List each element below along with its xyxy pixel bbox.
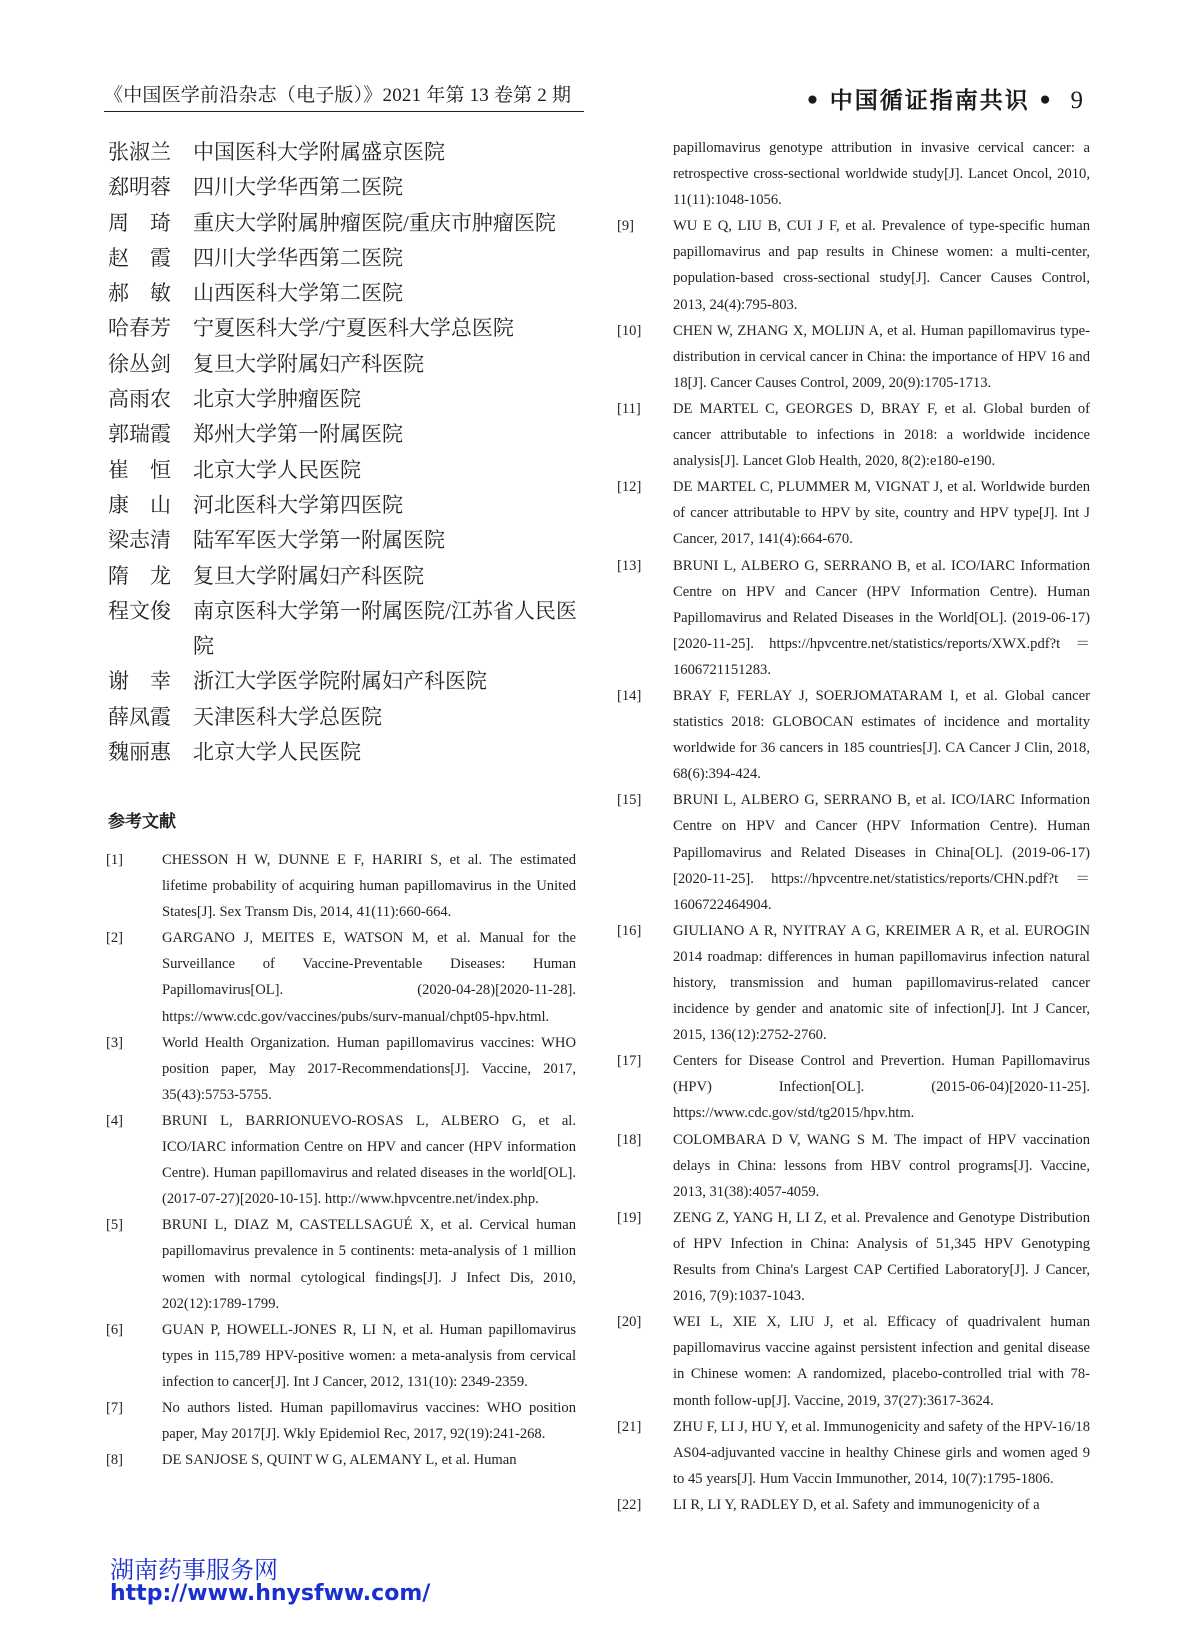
reference-number: [18]: [617, 1131, 642, 1148]
member-row: [108, 594, 578, 665]
reference-number: [20]: [617, 1314, 642, 1331]
journal-header: 《中国医学前沿杂志（电子版）》2021 年第 13 卷第 2 期: [104, 80, 584, 112]
member-name: 周 琦: [108, 210, 171, 235]
reference-text: No authors listed. Human papillomavirus vaccines: WHO position paper, May 2017[J]. Wkly Epidemiol Rec, 2017, 92(19):241-268.: [162, 1399, 576, 1443]
reference-item: [617, 787, 1090, 917]
member-row: [108, 382, 578, 417]
reference-item: [617, 553, 1090, 683]
reference-number: [19]: [617, 1209, 642, 1226]
reference-item: [617, 1492, 1090, 1518]
reference-text: CHEN W, ZHANG X, MOLIJN A, et al. Human papillomavirus type-distribution in cervical cancer in China: the importance of HPV 16 and 18[J]. Cancer Causes Control, 2009, 20(9):1705-1713.: [673, 322, 1090, 391]
reference-text: BRAY F, FERLAY J, SOERJOMATARAM I, et al. Global cancer statistics 2018: GLOBOCAN estimates of incidence and mortality worldwide for 36 cancers in 185 countries[J]. CA Cancer J Clin, 2018, 68(6):394-424.: [673, 687, 1090, 783]
reference-number: [6]: [106, 1321, 124, 1338]
reference-number: [1]: [106, 852, 124, 868]
member-affiliation: 重庆大学附属肿瘤医院/重庆市肿瘤医院: [193, 210, 556, 235]
member-affiliation: 浙江大学医学院附属妇产科医院: [193, 669, 487, 694]
member-name: 郄明蓉: [108, 175, 171, 200]
member-row: [108, 453, 578, 488]
reference-number: [16]: [617, 922, 642, 939]
reference-text: DE MARTEL C, PLUMMER M, VIGNAT J, et al. Worldwide burden of cancer attributable to HPV by site, country and HPV type[J]. Int J Cancer, 2017, 141(4):664-670.: [673, 479, 1090, 548]
member-row: [108, 735, 578, 770]
reference-text: GIULIANO A R, NYITRAY A G, KREIMER A R, et al. EUROGIN 2014 roadmap: differences in human papillomavirus infection natural history, transmission and human papillomavirus-related cancer incidence by gender and anatomic site of infection[J]. Int J Cancer, 2015, 136(12):2752-2760.: [673, 922, 1090, 1044]
member-affiliation: 北京大学人民医院: [193, 457, 361, 482]
committee-members-list: [108, 135, 578, 770]
reference-item: [106, 1108, 576, 1212]
references-left-column: [106, 847, 576, 1473]
reference-item: [106, 1395, 576, 1447]
member-row: [108, 241, 578, 276]
member-name: 梁志清: [108, 528, 171, 553]
member-name: 郭瑞霞: [108, 422, 171, 447]
member-affiliation: 陆军军医大学第一附属医院: [193, 528, 445, 553]
reference-number: [15]: [617, 792, 642, 809]
member-row: [108, 700, 578, 735]
reference-text: GARGANO J, MEITES E, WATSON M, et al. Manual for the Surveillance of Vaccine-Preventable Diseases: Human Papillomavirus[OL]. (2020-04-28)[2020-11-28]. https://www.cdc.gov/vaccines/pubs/surv-manual/chpt05-hpv.html.: [162, 930, 576, 1025]
reference-item: [106, 1447, 576, 1473]
reference-text: ZENG Z, YANG H, LI Z, et al. Prevalence and Genotype Distribution of HPV Infection in China: Analysis of 51,345 HPV Genotyping Results from China's Largest CAP Certified Laboratory[J]. J Cancer, 2016, 7(9):1037-1043.: [673, 1209, 1090, 1305]
member-name: 崔 恒: [108, 457, 171, 482]
reference-number: [4]: [106, 1112, 124, 1129]
reference-number: [5]: [106, 1217, 124, 1234]
member-affiliation: 南京医科大学第一附属医院/江苏省人民医院: [193, 598, 577, 659]
member-row: [108, 488, 578, 523]
reference-item: [617, 318, 1090, 396]
reference-text: CHESSON H W, DUNNE E F, HARIRI S, et al. The estimated lifetime probability of acquiring human papillomavirus in the United States[J]. Sex Transm Dis, 2014, 41(11):660-664.: [162, 852, 576, 921]
member-row: [108, 135, 578, 170]
reference-number: [11]: [617, 400, 641, 417]
member-name: 程文俊: [108, 598, 171, 623]
member-name: 康 山: [108, 492, 171, 517]
member-affiliation: 山西医科大学第二医院: [193, 281, 403, 306]
reference-item: [617, 1048, 1090, 1126]
member-row: [108, 417, 578, 452]
member-affiliation: 四川大学华西第二医院: [193, 175, 403, 200]
reference-number: [7]: [106, 1399, 124, 1416]
member-name: 隋 龙: [108, 563, 171, 588]
member-row: [108, 276, 578, 311]
member-affiliation: 四川大学华西第二医院: [193, 245, 403, 270]
reference-number: [22]: [617, 1496, 642, 1513]
reference-item: [106, 847, 576, 925]
reference-number: [8]: [106, 1452, 124, 1469]
reference-item: [617, 1414, 1090, 1492]
reference-number: [17]: [617, 1053, 642, 1070]
reference-text: DE SANJOSE S, QUINT W G, ALEMANY L, et al. Human: [162, 1452, 517, 1469]
reference-item: [106, 925, 576, 1029]
reference-text: GUAN P, HOWELL-JONES R, LI N, et al. Human papillomavirus types in 115,789 HPV-positive women: a meta-analysis from cervical infection to cancer[J]. Int J Cancer, 2012, 131(10): 2349-2359.: [162, 1321, 576, 1390]
reference-number: [10]: [617, 322, 642, 339]
references-heading: 参考文献: [108, 812, 176, 832]
reference-text: World Health Organization. Human papillomavirus vaccines: WHO position paper, May 2017-Recommendations[J]. Vaccine, 2017, 35(43):5753-5755.: [162, 1034, 576, 1103]
member-name: 徐丛剑: [108, 351, 171, 376]
reference-item: [617, 1309, 1090, 1413]
reference-number: [2]: [106, 930, 124, 947]
reference-text: WU E Q, LIU B, CUI J F, et al. Prevalence of type-specific human papillomavirus and pap results in Chinese women: a multi-center, population-based cross-sectional study[J]. Cancer Causes Control, 2013, 24(4):795-803.: [673, 218, 1090, 313]
member-affiliation: 北京大学肿瘤医院: [193, 387, 361, 412]
reference-number: [3]: [106, 1034, 124, 1051]
section-title: 中国循证指南共识: [829, 88, 1030, 114]
reference-number: [9]: [617, 218, 635, 235]
reference-item: [106, 1317, 576, 1395]
reference-number: [13]: [617, 557, 642, 574]
reference-item: [617, 474, 1090, 552]
reference-number: [12]: [617, 479, 642, 496]
member-name: 薛凤霞: [108, 704, 171, 729]
page-number: 9: [1070, 87, 1085, 114]
reference-text: Centers for Disease Control and Prevertion. Human Papillomavirus (HPV) Infection[OL]. (2015-06-04)[2020-11-25]. https://www.cdc.gov/std/tg2015/hpv.htm.: [673, 1053, 1090, 1122]
reference-item: [617, 918, 1090, 1048]
member-row: [108, 559, 578, 594]
reference-text: BRUNI L, ALBERO G, SERRANO B, et al. ICO/IARC Information Centre on HPV and Cancer (HPV Information Centre). Human Papillomavirus and Related Diseases in the World[OL]. (2019-06-17)[2020-11-25]. https://hpvcentre.net/statistics/reports/XWX.pdf?t ＝ 1606721151283.: [673, 557, 1090, 678]
reference-text: WEI L, XIE X, LIU J, et al. Efficacy of quadrivalent human papillomavirus vaccine against persistent infection and genital disease in Chinese women: A randomized, placebo-controlled trial with 78-month follow-up[J]. Vaccine, 2019, 37(27):3617-3624.: [673, 1314, 1090, 1409]
reference-number: [21]: [617, 1418, 642, 1435]
member-name: 哈春芳: [108, 316, 171, 341]
member-name: 赵 霞: [108, 245, 171, 270]
reference-continuation: papillomavirus genotype attribution in invasive cervical cancer: a retrospective cross-sectional worldwide study[J]. Lancet Oncol, 2010, 11(11):1048-1056.: [673, 140, 1090, 209]
member-row: [108, 311, 578, 346]
section-dot-right: •: [1037, 88, 1055, 114]
reference-text: COLOMBARA D V, WANG S M. The impact of HPV vaccination delays in China: lessons from HBV control programs[J]. Vaccine, 2013, 31(38):4057-4059.: [673, 1131, 1090, 1200]
reference-text: LI R, LI Y, RADLEY D, et al. Safety and immunogenicity of a: [673, 1496, 1040, 1513]
member-row: [108, 347, 578, 382]
reference-text: BRUNI L, DIAZ M, CASTELLSAGUÉ X, et al. Cervical human papillomavirus prevalence in 5 continents: meta-analysis of 1 million women with normal cytological findings[J]. J Infect Dis, 2010, 202(12):1789-1799.: [162, 1217, 576, 1312]
member-affiliation: 河北医科大学第四医院: [193, 492, 403, 517]
reference-text: BRUNI L, BARRIONUEVO-ROSAS L, ALBERO G, et al. ICO/IARC information Centre on HPV and cancer (HPV information Centre). Human papillomavirus and related diseases in the world[OL]. (2017-07-27)[2020-10-15]. http://www.hpvcentre.net/index.php.: [162, 1112, 576, 1208]
watermark-url[interactable]: http://www.hnysfww.com/: [110, 1581, 431, 1606]
reference-item: [617, 1127, 1090, 1205]
references-right-column: [617, 135, 1090, 1518]
member-affiliation: 复旦大学附属妇产科医院: [193, 351, 424, 376]
reference-text: BRUNI L, ALBERO G, SERRANO B, et al. ICO/IARC Information Centre on HPV and Cancer (HPV Information Centre). Human Papillomavirus and Related Diseases in China[OL]. (2019-06-17)[2020-11-25]. https://hpvcentre.net/statistics/reports/CHN.pdf?t ＝ 1606722464904.: [673, 792, 1090, 913]
member-affiliation: 中国医科大学附属盛京医院: [193, 140, 445, 164]
member-row: [108, 206, 578, 241]
reference-item: [617, 1205, 1090, 1309]
section-header: [797, 82, 1085, 115]
reference-item: [617, 396, 1090, 474]
member-row: [108, 664, 578, 699]
member-name: 高雨农: [108, 387, 171, 412]
watermark-site-name: 湖南药事服务网: [110, 1556, 278, 1584]
reference-item: [617, 683, 1090, 787]
member-row: [108, 523, 578, 558]
member-affiliation: 郑州大学第一附属医院: [193, 422, 403, 447]
member-name: 魏丽惠: [108, 740, 171, 765]
reference-number: [14]: [617, 687, 642, 704]
member-name: 张淑兰: [108, 140, 171, 164]
section-dot-left: •: [805, 88, 822, 114]
reference-text: ZHU F, LI J, HU Y, et al. Immunogenicity and safety of the HPV-16/18 AS04-adjuvanted vaccine in healthy Chinese girls and women aged 9 to 45 years[J]. Hum Vaccin Immunother, 2014, 10(7):1795-1806.: [673, 1418, 1090, 1487]
reference-item: [617, 213, 1090, 317]
reference-item: [106, 1212, 576, 1316]
member-affiliation: 北京大学人民医院: [193, 740, 361, 765]
member-affiliation: 复旦大学附属妇产科医院: [193, 563, 424, 588]
member-row: [108, 170, 578, 205]
reference-text: DE MARTEL C, GEORGES D, BRAY F, et al. Global burden of cancer attributable to infections in 2018: a worldwide incidence analysis[J]. Lancet Glob Health, 2020, 8(2):e180-e190.: [673, 400, 1090, 470]
reference-item: [106, 1030, 576, 1108]
member-name: 谢 幸: [108, 669, 171, 694]
member-affiliation: 天津医科大学总医院: [193, 704, 382, 729]
member-affiliation: 宁夏医科大学/宁夏医科大学总医院: [193, 316, 514, 341]
member-name: 郝 敏: [108, 281, 171, 306]
